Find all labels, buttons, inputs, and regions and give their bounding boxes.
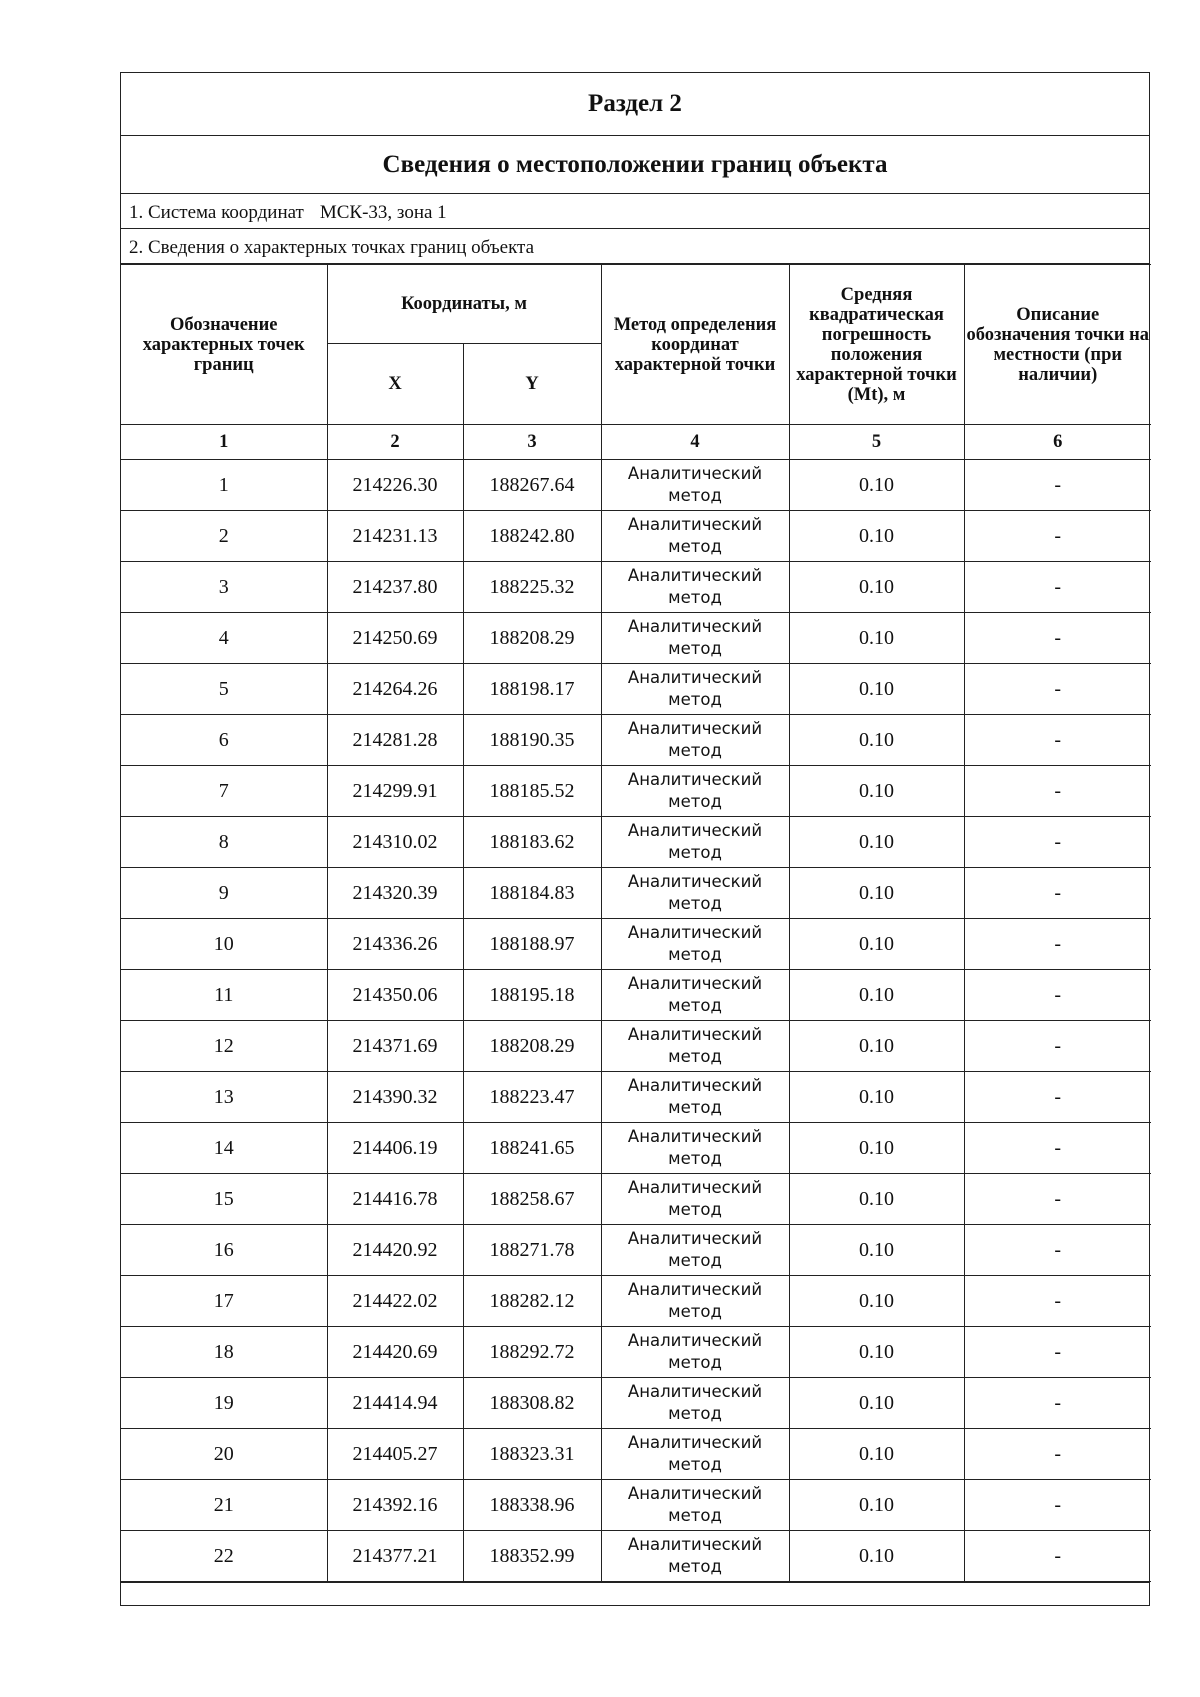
- table-row: [121, 1378, 1151, 1429]
- coord-y: 188308.82: [463, 1378, 601, 1429]
- column-number: 1: [121, 425, 327, 460]
- mt-value: 0.10: [789, 1327, 964, 1378]
- table-row: [121, 1021, 1151, 1072]
- method-line-2: метод: [668, 1404, 722, 1423]
- coord-y: 188188.97: [463, 919, 601, 970]
- coord-x: 214250.69: [327, 613, 463, 664]
- method-line-2: метод: [668, 1047, 722, 1066]
- point-number: 5: [121, 664, 327, 715]
- point-description: -: [964, 511, 1151, 562]
- method-cell: [601, 1276, 789, 1327]
- coord-x: 214405.27: [327, 1429, 463, 1480]
- point-number: 12: [121, 1021, 327, 1072]
- table-row: [121, 766, 1151, 817]
- coord-x: 214226.30: [327, 460, 463, 511]
- mt-value: 0.10: [789, 766, 964, 817]
- method-line-1: Аналитический: [627, 515, 763, 534]
- table-row: [121, 1327, 1151, 1378]
- method-cell: [601, 1174, 789, 1225]
- mt-value: 0.10: [789, 868, 964, 919]
- method-cell: [601, 868, 789, 919]
- method-line-1: Аналитический: [627, 923, 763, 942]
- section-title: Раздел 2: [121, 73, 1149, 136]
- point-description: -: [964, 868, 1151, 919]
- coord-x: 214377.21: [327, 1531, 463, 1582]
- mt-value: 0.10: [789, 1276, 964, 1327]
- method-line-2: метод: [668, 1302, 722, 1321]
- point-description: -: [964, 1021, 1151, 1072]
- coord-y: 188282.12: [463, 1276, 601, 1327]
- point-number: 11: [121, 970, 327, 1021]
- method-cell: [601, 919, 789, 970]
- coord-x: 214406.19: [327, 1123, 463, 1174]
- coord-x: 214416.78: [327, 1174, 463, 1225]
- table-row: [121, 817, 1151, 868]
- point-description: -: [964, 766, 1151, 817]
- table-row: [121, 919, 1151, 970]
- table-row: [121, 970, 1151, 1021]
- table-row: [121, 1123, 1151, 1174]
- method-line-2: метод: [668, 1098, 722, 1117]
- mt-value: 0.10: [789, 1072, 964, 1123]
- coord-y: 188323.31: [463, 1429, 601, 1480]
- point-description: -: [964, 1531, 1151, 1582]
- table-row: [121, 715, 1151, 766]
- method-line-2: метод: [668, 537, 722, 556]
- point-description: -: [964, 1276, 1151, 1327]
- method-cell: [601, 1429, 789, 1480]
- point-number: 13: [121, 1072, 327, 1123]
- coord-y: 188208.29: [463, 613, 601, 664]
- coord-system-row: [121, 194, 1149, 229]
- column-number: 4: [601, 425, 789, 460]
- method-line-2: метод: [668, 792, 722, 811]
- coord-y: 188198.17: [463, 664, 601, 715]
- point-number: 20: [121, 1429, 327, 1480]
- table-row: [121, 1225, 1151, 1276]
- method-cell: [601, 511, 789, 562]
- point-number: 7: [121, 766, 327, 817]
- method-cell: [601, 766, 789, 817]
- coord-y: 188338.96: [463, 1480, 601, 1531]
- method-line-2: метод: [668, 894, 722, 913]
- method-line-1: Аналитический: [627, 1433, 763, 1452]
- coord-y: 188225.32: [463, 562, 601, 613]
- points-table: [121, 264, 1151, 1582]
- table-footer-row: [121, 1582, 1149, 1605]
- point-number: 8: [121, 817, 327, 868]
- method-line-1: Аналитический: [627, 821, 763, 840]
- method-line-1: Аналитический: [627, 770, 763, 789]
- column-number: 2: [327, 425, 463, 460]
- coord-y: 188195.18: [463, 970, 601, 1021]
- mt-value: 0.10: [789, 664, 964, 715]
- coord-y: 188241.65: [463, 1123, 601, 1174]
- point-description: -: [964, 1378, 1151, 1429]
- section-subtitle: Сведения о местоположении границ объекта: [121, 136, 1149, 194]
- coord-y: 188242.80: [463, 511, 601, 562]
- point-number: 15: [121, 1174, 327, 1225]
- header-designation: Обозначение характерных точек границ: [121, 265, 327, 425]
- method-line-1: Аналитический: [627, 464, 763, 483]
- method-cell: [601, 970, 789, 1021]
- point-number: 16: [121, 1225, 327, 1276]
- coord-y: 188352.99: [463, 1531, 601, 1582]
- point-description: -: [964, 1480, 1151, 1531]
- point-description: -: [964, 664, 1151, 715]
- point-description: -: [964, 817, 1151, 868]
- point-description: -: [964, 1429, 1151, 1480]
- method-line-2: метод: [668, 690, 722, 709]
- point-description: -: [964, 919, 1151, 970]
- table-row: [121, 1276, 1151, 1327]
- method-line-2: метод: [668, 1251, 722, 1270]
- header-row: [121, 265, 1151, 344]
- coord-y: 188183.62: [463, 817, 601, 868]
- table-row: [121, 1174, 1151, 1225]
- method-line-2: метод: [668, 1200, 722, 1219]
- coord-x: 214422.02: [327, 1276, 463, 1327]
- point-number: 10: [121, 919, 327, 970]
- point-description: -: [964, 715, 1151, 766]
- coord-y: 188184.83: [463, 868, 601, 919]
- mt-value: 0.10: [789, 919, 964, 970]
- method-cell: [601, 1480, 789, 1531]
- table-row: [121, 1429, 1151, 1480]
- mt-value: 0.10: [789, 970, 964, 1021]
- point-number: 2: [121, 511, 327, 562]
- method-line-2: метод: [668, 1506, 722, 1525]
- point-number: 6: [121, 715, 327, 766]
- coord-y: 188267.64: [463, 460, 601, 511]
- method-line-1: Аналитический: [627, 1382, 763, 1401]
- method-line-1: Аналитический: [627, 1127, 763, 1146]
- coord-x: 214371.69: [327, 1021, 463, 1072]
- method-cell: [601, 1225, 789, 1276]
- method-cell: [601, 460, 789, 511]
- coord-y: 188185.52: [463, 766, 601, 817]
- coord-x: 214320.39: [327, 868, 463, 919]
- point-description: -: [964, 1123, 1151, 1174]
- method-line-2: метод: [668, 1353, 722, 1372]
- table-row: [121, 460, 1151, 511]
- column-number: 3: [463, 425, 601, 460]
- coord-y: 188271.78: [463, 1225, 601, 1276]
- mt-value: 0.10: [789, 562, 964, 613]
- point-number: 21: [121, 1480, 327, 1531]
- method-cell: [601, 664, 789, 715]
- table-body: [121, 460, 1151, 1582]
- point-number: 14: [121, 1123, 327, 1174]
- method-cell: [601, 1378, 789, 1429]
- point-number: 4: [121, 613, 327, 664]
- method-line-1: Аналитический: [627, 1484, 763, 1503]
- header-error: Средняя квадратическая погрешность положения характерной точки (Mt), м: [789, 265, 964, 425]
- method-line-2: метод: [668, 639, 722, 658]
- method-line-1: Аналитический: [627, 566, 763, 585]
- coord-y: 188190.35: [463, 715, 601, 766]
- points-caption-text: 2. Сведения о характерных точках границ объекта: [129, 237, 535, 258]
- coord-x: 214420.92: [327, 1225, 463, 1276]
- method-line-2: метод: [668, 945, 722, 964]
- point-description: -: [964, 613, 1151, 664]
- point-number: 18: [121, 1327, 327, 1378]
- method-cell: [601, 562, 789, 613]
- table-row: [121, 1531, 1151, 1582]
- header-y: Y: [463, 344, 601, 425]
- point-number: 22: [121, 1531, 327, 1582]
- point-number: 1: [121, 460, 327, 511]
- coord-x: 214237.80: [327, 562, 463, 613]
- point-description: -: [964, 1327, 1151, 1378]
- point-number: 3: [121, 562, 327, 613]
- column-numbers-row: [121, 425, 1151, 460]
- header-x: X: [327, 344, 463, 425]
- point-description: -: [964, 460, 1151, 511]
- method-line-2: метод: [668, 741, 722, 760]
- coord-system-label: 1. Система координат: [129, 202, 304, 223]
- coord-x: 214310.02: [327, 817, 463, 868]
- method-cell: [601, 1021, 789, 1072]
- coord-y: 188223.47: [463, 1072, 601, 1123]
- table-row: [121, 664, 1151, 715]
- coord-x: 214231.13: [327, 511, 463, 562]
- table-row: [121, 1480, 1151, 1531]
- method-line-1: Аналитический: [627, 974, 763, 993]
- mt-value: 0.10: [789, 1021, 964, 1072]
- mt-value: 0.10: [789, 1174, 964, 1225]
- coord-x: 214390.32: [327, 1072, 463, 1123]
- point-description: -: [964, 970, 1151, 1021]
- method-line-2: метод: [668, 588, 722, 607]
- method-line-2: метод: [668, 996, 722, 1015]
- column-number: 6: [964, 425, 1151, 460]
- method-line-1: Аналитический: [627, 1535, 763, 1554]
- coord-y: 188292.72: [463, 1327, 601, 1378]
- table-row: [121, 613, 1151, 664]
- mt-value: 0.10: [789, 1429, 964, 1480]
- coord-x: 214281.28: [327, 715, 463, 766]
- point-description: -: [964, 1225, 1151, 1276]
- column-number: 5: [789, 425, 964, 460]
- method-line-1: Аналитический: [627, 1076, 763, 1095]
- coord-x: 214414.94: [327, 1378, 463, 1429]
- method-cell: [601, 1327, 789, 1378]
- header-coordinates: Координаты, м: [327, 265, 601, 344]
- mt-value: 0.10: [789, 460, 964, 511]
- method-line-1: Аналитический: [627, 1178, 763, 1197]
- coord-x: 214420.69: [327, 1327, 463, 1378]
- point-description: -: [964, 1174, 1151, 1225]
- table-row: [121, 562, 1151, 613]
- method-line-1: Аналитический: [627, 1025, 763, 1044]
- method-cell: [601, 715, 789, 766]
- method-line-1: Аналитический: [627, 719, 763, 738]
- coord-x: 214299.91: [327, 766, 463, 817]
- method-cell: [601, 817, 789, 868]
- method-line-1: Аналитический: [627, 617, 763, 636]
- mt-value: 0.10: [789, 1123, 964, 1174]
- table-row: [121, 868, 1151, 919]
- header-description: Описание обозначения точки на местности (при наличии): [964, 265, 1151, 425]
- points-caption: [121, 229, 1149, 264]
- method-line-2: метод: [668, 1557, 722, 1576]
- method-line-1: Аналитический: [627, 668, 763, 687]
- mt-value: 0.10: [789, 1225, 964, 1276]
- method-line-1: Аналитический: [627, 1229, 763, 1248]
- mt-value: 0.10: [789, 613, 964, 664]
- point-number: 17: [121, 1276, 327, 1327]
- coord-y: 188208.29: [463, 1021, 601, 1072]
- method-cell: [601, 1072, 789, 1123]
- mt-value: 0.10: [789, 817, 964, 868]
- mt-value: 0.10: [789, 511, 964, 562]
- method-cell: [601, 1123, 789, 1174]
- method-line-2: метод: [668, 1455, 722, 1474]
- method-cell: [601, 613, 789, 664]
- method-cell: [601, 1531, 789, 1582]
- coord-x: 214336.26: [327, 919, 463, 970]
- point-description: -: [964, 562, 1151, 613]
- mt-value: 0.10: [789, 715, 964, 766]
- table-row: [121, 1072, 1151, 1123]
- method-line-2: метод: [668, 1149, 722, 1168]
- point-description: -: [964, 1072, 1151, 1123]
- coord-y: 188258.67: [463, 1174, 601, 1225]
- point-number: 9: [121, 868, 327, 919]
- method-line-1: Аналитический: [627, 872, 763, 891]
- mt-value: 0.10: [789, 1378, 964, 1429]
- coord-x: 214264.26: [327, 664, 463, 715]
- table-row: [121, 511, 1151, 562]
- mt-value: 0.10: [789, 1480, 964, 1531]
- coord-x: 214350.06: [327, 970, 463, 1021]
- method-line-2: метод: [668, 486, 722, 505]
- header-method: Метод определения координат характерной точки: [601, 265, 789, 425]
- document-sheet: [120, 72, 1150, 1606]
- coord-system-value: МСК-33, зона 1: [319, 202, 447, 223]
- method-line-1: Аналитический: [627, 1331, 763, 1350]
- mt-value: 0.10: [789, 1531, 964, 1582]
- point-number: 19: [121, 1378, 327, 1429]
- coord-x: 214392.16: [327, 1480, 463, 1531]
- method-line-1: Аналитический: [627, 1280, 763, 1299]
- method-line-2: метод: [668, 843, 722, 862]
